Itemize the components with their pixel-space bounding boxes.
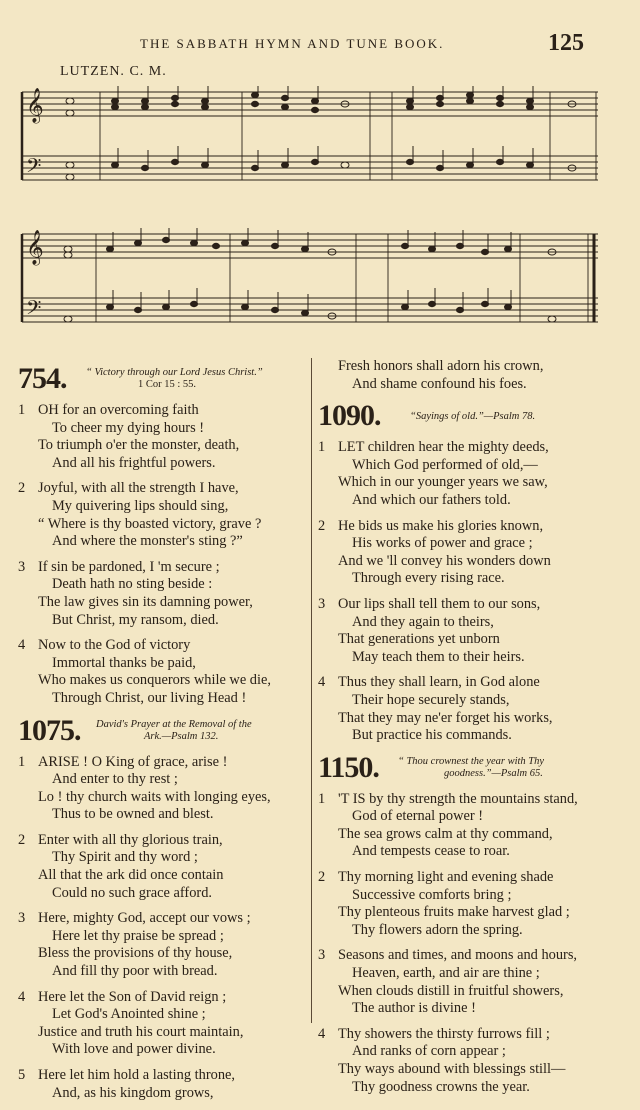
column-divider	[311, 358, 312, 1023]
svg-text:𝄞: 𝄞	[26, 230, 44, 265]
music-system-1	[20, 86, 600, 196]
tune-heading	[60, 64, 167, 80]
hymn-754-heading	[18, 364, 308, 402]
hymn-1090-title: “Sayings of old.”—Psalm 78.	[410, 411, 536, 423]
svg-text:𝄢: 𝄢	[26, 154, 42, 182]
page-number: 125	[548, 30, 584, 56]
hymn-1090-verse-2: 2 He bids us make his glories known, His works of power and grace ; And we 'll convey his wonders down Through every rising race.	[318, 517, 551, 587]
hymn-1090-verse-3: 3 Our lips shall tell them to our sons, And they again to theirs, That generations yet unborn May teach them to their heirs.	[318, 595, 541, 665]
tune-meter: C. M.	[129, 64, 167, 79]
hymn-754-verse-2: 2 Joyful, with all the strength I have, My quivering lips should sing, “ Where is thy boasted victory, grave ? And where the monster's sting ?”	[18, 480, 262, 550]
hymn-1150-verse-2: 2 Thy morning light and evening shade Successive comforts bring ; Thy plenteous fruits make harvest glad ; Thy flowers adorn the spring.	[318, 869, 570, 938]
hymn-754-verse-4: 4 Now to the God of victory Immortal thanks be paid, Who makes us conquerors while we die, Through Christ, our living Head !	[18, 637, 271, 706]
hymn-1090-verse-1: 1 LET children hear the mighty deeds, Which God performed of old,— Which in our younger years we saw, And which our fathers told.	[318, 439, 549, 508]
hymn-1075-number: 1075.	[18, 713, 81, 747]
hymn-1075-verse-2: 2 Enter with all thy glorious train, Thy Spirit and thy word ; All that the ark did once contain Could no such grace afford.	[18, 831, 224, 901]
hymn-754-title: “ Victory through our Lord Jesus Christ.”	[86, 367, 263, 378]
hymn-1075-verse-5-continued: Fresh honors shall adorn his crown, And shame confound his foes.	[338, 358, 544, 392]
music-system-2	[20, 228, 600, 338]
hymn-1150-title-1: “ Thou crownest the year with Thy	[398, 755, 545, 767]
hymn-1090-verse-4: 4 Thus they shall learn, in God alone Their hope securely stands, That they may ne'er forget his works, But practice his commands.	[318, 674, 553, 744]
hymn-1150-number: 1150.	[318, 750, 379, 784]
hymn-1075-heading	[18, 713, 308, 754]
hymn-1090-heading	[318, 401, 608, 439]
hymn-1150-heading	[318, 750, 608, 791]
hymn-1150-title-2: goodness.”—Psalm 65.	[444, 767, 543, 779]
hymn-754-number: 754.	[18, 362, 67, 395]
hymn-1075-verse-3: 3 Here, mighty God, accept our vows ; Here let thy praise be spread ; Bless the provisions of thy house, And fill thy poor with bread.	[18, 910, 251, 980]
hymn-1075-verse-1: 1 ARISE ! O King of grace, arise ! And enter to thy rest ; Lo ! thy church waits with longing eyes, Thus to be owned and blest.	[18, 753, 271, 823]
tune-name: LUTZEN.	[60, 64, 125, 79]
hymn-754-ref: 1 Cor 15 : 55.	[138, 379, 197, 390]
hymn-1075-verse-4: 4 Here let the Son of David reign ; Let God's Anointed shine ; Justice and truth his court maintain, With love and power divine.	[18, 988, 244, 1058]
hymn-1075-title-2: Ark.—Psalm 132.	[144, 730, 219, 742]
hymn-754-verse-3: 3 If sin be pardoned, I 'm secure ; Death hath no sting beside : The law gives sin its damning power, But Christ, my ransom, died.	[18, 558, 253, 628]
hymn-1075-title-1: David's Prayer at the Removal of the	[96, 718, 252, 730]
hymn-1150-verse-1: 1 'T IS by thy strength the mountains stand, God of eternal power ! The sea grows calm at thy command, And tempests cease to roar.	[318, 790, 578, 860]
hymn-1090-number: 1090.	[318, 399, 381, 433]
hymn-1150-verse-4: 4 Thy showers the thirsty furrows fill ; And ranks of corn appear ; Thy ways abound with blessings still— Thy goodness crowns the year.	[318, 1025, 566, 1095]
svg-text:𝄢: 𝄢	[26, 296, 42, 324]
hymn-754-verse-1: 1 OH for an overcoming faith To cheer my dying hours ! To triumph o'er the monster, death, And all his frightful powers.	[18, 402, 240, 471]
running-head: THE SABBATH HYMN AND TUNE BOOK.	[140, 36, 445, 51]
left-column	[18, 358, 308, 1110]
right-column	[318, 358, 608, 1104]
hymn-1150-verse-3: 3 Seasons and times, and moons and hours, Heaven, earth, and air are thine ; When clouds distill in fruitful showers, The author is divine !	[318, 947, 578, 1017]
svg-text:𝄞: 𝄞	[26, 88, 44, 123]
hymn-1075-verse-5: 5 Here let him hold a lasting throne, And, as his kingdom grows,	[18, 1067, 236, 1101]
